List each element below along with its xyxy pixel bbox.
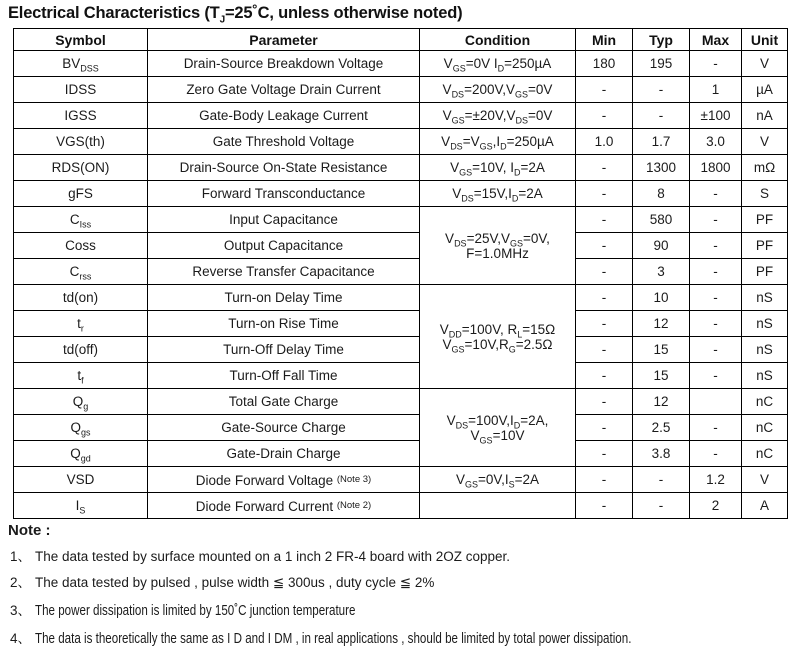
max-cell: - — [690, 207, 742, 233]
table-row — [14, 259, 788, 285]
column-header-condition: Condition — [420, 29, 576, 51]
table-row — [14, 51, 788, 77]
max-cell: - — [690, 181, 742, 207]
symbol-cell: $t_r$ — [14, 311, 148, 337]
condition-cell: $V_{DS}=15V,I_D=2A$ — [420, 181, 576, 207]
unit-cell: PF — [742, 233, 788, 259]
parameter-cell: Drain-Source Breakdown Voltage — [148, 51, 420, 77]
max-cell: ±100 — [690, 103, 742, 129]
min-cell: 1.0 — [576, 129, 633, 155]
table-row — [14, 129, 788, 155]
parameter-cell: Diode Forward Current $^{(Note 2)}$ — [148, 493, 420, 519]
parameter-cell: Gate Threshold Voltage — [148, 129, 420, 155]
note-item — [10, 571, 792, 591]
parameter-cell: Zero Gate Voltage Drain Current — [148, 77, 420, 103]
typ-cell: - — [633, 493, 690, 519]
max-cell: 1800 — [690, 155, 742, 181]
unit-cell: µA — [742, 77, 788, 103]
symbol-cell: VSD — [14, 467, 148, 493]
symbol-cell: RDS(ON) — [14, 155, 148, 181]
note-item — [10, 627, 792, 647]
table-row — [14, 441, 788, 467]
max-cell: 2 — [690, 493, 742, 519]
max-cell — [690, 389, 742, 415]
table-row — [14, 337, 788, 363]
parameter-cell: Gate-Body Leakage Current — [148, 103, 420, 129]
min-cell: - — [576, 441, 633, 467]
min-cell: 180 — [576, 51, 633, 77]
condition-cell: $V_{GS}=0V,I_S=2A$ — [420, 467, 576, 493]
condition-cell: $V_{DD}=100V$, $R_L=15\Omega$ $V_{GS}=10V,R_G=2.5\Omega$ — [420, 285, 576, 389]
typ-cell: 2.5 — [633, 415, 690, 441]
min-cell: - — [576, 415, 633, 441]
parameter-cell: Gate-Source Charge — [148, 415, 420, 441]
min-cell: - — [576, 233, 633, 259]
symbol-cell: $Q_{gs}$ — [14, 415, 148, 441]
min-cell: - — [576, 207, 633, 233]
unit-cell: V — [742, 51, 788, 77]
condition-cell: $V_{DS}=V_{GS},I_D=250\mu A$ — [420, 129, 576, 155]
symbol-cell: td(off) — [14, 337, 148, 363]
unit-cell: nS — [742, 285, 788, 311]
table-row — [14, 363, 788, 389]
symbol-cell: $I_S$ — [14, 493, 148, 519]
max-cell: - — [690, 363, 742, 389]
parameter-cell: Drain-Source On-State Resistance — [148, 155, 420, 181]
max-cell: - — [690, 51, 742, 77]
parameter-cell: Output Capacitance — [148, 233, 420, 259]
unit-cell: PF — [742, 207, 788, 233]
table-row — [14, 233, 788, 259]
notes-section — [8, 522, 792, 647]
note-number: 1、 — [10, 549, 32, 565]
table-row — [14, 493, 788, 519]
max-cell: 1.2 — [690, 467, 742, 493]
note-item — [10, 545, 792, 565]
parameter-cell: Total Gate Charge — [148, 389, 420, 415]
table-row — [14, 103, 788, 129]
table-row — [14, 155, 788, 181]
parameter-cell: Turn-on Delay Time — [148, 285, 420, 311]
max-cell: - — [690, 311, 742, 337]
unit-cell: nC — [742, 441, 788, 467]
max-cell: - — [690, 233, 742, 259]
symbol-cell: $C_{rss}$ — [14, 259, 148, 285]
typ-cell: 3.8 — [633, 441, 690, 467]
typ-cell: - — [633, 467, 690, 493]
typ-cell: - — [633, 103, 690, 129]
min-cell: - — [576, 389, 633, 415]
typ-cell: 12 — [633, 311, 690, 337]
min-cell: - — [576, 467, 633, 493]
note-text: The data is theoretically the same as I D and I DM , in real applications , should be limited by total power dissipation. — [35, 631, 632, 647]
note-number: 4、 — [10, 631, 32, 647]
symbol-cell: $t_f$ — [14, 363, 148, 389]
unit-cell: nC — [742, 389, 788, 415]
note-text: The data tested by surface mounted on a 1 inch 2 FR-4 board with 2OZ copper. — [35, 549, 511, 565]
table-header-row — [14, 29, 788, 51]
symbol-cell: gFS — [14, 181, 148, 207]
min-cell: - — [576, 155, 633, 181]
note-number: 3、 — [10, 603, 32, 619]
typ-cell: 90 — [633, 233, 690, 259]
electrical-characteristics-table — [13, 28, 788, 519]
min-cell: - — [576, 285, 633, 311]
symbol-cell: Coss — [14, 233, 148, 259]
min-cell: - — [576, 77, 633, 103]
symbol-cell: $C_{Iss}$ — [14, 207, 148, 233]
condition-cell: $V_{GS}=0V$ $I_D=250\mu A$ — [420, 51, 576, 77]
min-cell: - — [576, 259, 633, 285]
typ-cell: 15 — [633, 363, 690, 389]
parameter-cell: Turn-Off Fall Time — [148, 363, 420, 389]
unit-cell: nA — [742, 103, 788, 129]
note-text: The power dissipation is limited by 150˚C junction temperature — [35, 603, 356, 620]
condition-cell: $V_{DS}=25V,V_{GS}=0V$, F=1.0MHz — [420, 207, 576, 285]
typ-cell: 195 — [633, 51, 690, 77]
unit-cell: nS — [742, 337, 788, 363]
parameter-cell: Reverse Transfer Capacitance — [148, 259, 420, 285]
symbol-cell: IDSS — [14, 77, 148, 103]
condition-cell: $V_{GS}=\pm 20V,V_{DS}=0V$ — [420, 103, 576, 129]
unit-cell: V — [742, 467, 788, 493]
condition-cell — [420, 493, 576, 519]
unit-cell: nS — [742, 311, 788, 337]
symbol-cell: td(on) — [14, 285, 148, 311]
condition-cell: $V_{GS}=10V$, $I_D=2A$ — [420, 155, 576, 181]
table-row — [14, 311, 788, 337]
symbol-cell: $BV_{DSS}$ — [14, 51, 148, 77]
max-cell: 3.0 — [690, 129, 742, 155]
parameter-cell: Forward Transconductance — [148, 181, 420, 207]
table-row — [14, 181, 788, 207]
table-row — [14, 207, 788, 233]
min-cell: - — [576, 103, 633, 129]
parameter-cell: Diode Forward Voltage $^{(Note 3)}$ — [148, 467, 420, 493]
max-cell: 1 — [690, 77, 742, 103]
condition-cell: $V_{DS}=200V,V_{GS}=0V$ — [420, 77, 576, 103]
notes-list — [8, 545, 792, 647]
symbol-cell: IGSS — [14, 103, 148, 129]
note-number: 2、 — [10, 575, 32, 591]
max-cell: - — [690, 285, 742, 311]
table-row — [14, 415, 788, 441]
min-cell: - — [576, 493, 633, 519]
parameter-cell: Turn-on Rise Time — [148, 311, 420, 337]
table-row — [14, 285, 788, 311]
unit-cell: nS — [742, 363, 788, 389]
condition-cell: $V_{DS}=100V,I_D=2A$, $V_{GS}=10V$ — [420, 389, 576, 467]
page-title: Electrical Characteristics ($T_J=25˚C$, unless otherwise noted) — [8, 4, 463, 26]
min-cell: - — [576, 311, 633, 337]
column-header-typ: Typ — [633, 29, 690, 51]
parameter-cell: Gate-Drain Charge — [148, 441, 420, 467]
unit-cell: nC — [742, 415, 788, 441]
min-cell: - — [576, 363, 633, 389]
column-header-min: Min — [576, 29, 633, 51]
column-header-max: Max — [690, 29, 742, 51]
typ-cell: 580 — [633, 207, 690, 233]
column-header-unit: Unit — [742, 29, 788, 51]
unit-cell: S — [742, 181, 788, 207]
note-text: The data tested by pulsed , pulse width ≦ 300us , duty cycle ≦ 2% — [35, 575, 435, 591]
unit-cell: V — [742, 129, 788, 155]
unit-cell: A — [742, 493, 788, 519]
min-cell: - — [576, 337, 633, 363]
column-header-parameter: Parameter — [148, 29, 420, 51]
unit-cell: PF — [742, 259, 788, 285]
table-row — [14, 77, 788, 103]
column-header-symbol: Symbol — [14, 29, 148, 51]
note-item — [10, 599, 792, 619]
symbol-cell: $Q_g$ — [14, 389, 148, 415]
table-row — [14, 467, 788, 493]
max-cell: - — [690, 441, 742, 467]
typ-cell: - — [633, 77, 690, 103]
typ-cell: 12 — [633, 389, 690, 415]
symbol-cell: VGS(th) — [14, 129, 148, 155]
min-cell: - — [576, 181, 633, 207]
parameter-cell: Turn-Off Delay Time — [148, 337, 420, 363]
typ-cell: 8 — [633, 181, 690, 207]
parameter-cell: Input Capacitance — [148, 207, 420, 233]
symbol-cell: $Q_{gd}$ — [14, 441, 148, 467]
notes-heading: Note : — [8, 522, 51, 540]
max-cell: - — [690, 259, 742, 285]
typ-cell: 3 — [633, 259, 690, 285]
max-cell: - — [690, 415, 742, 441]
typ-cell: 15 — [633, 337, 690, 363]
typ-cell: 1300 — [633, 155, 690, 181]
table-row — [14, 389, 788, 415]
max-cell: - — [690, 337, 742, 363]
typ-cell: 10 — [633, 285, 690, 311]
unit-cell: mΩ — [742, 155, 788, 181]
typ-cell: 1.7 — [633, 129, 690, 155]
